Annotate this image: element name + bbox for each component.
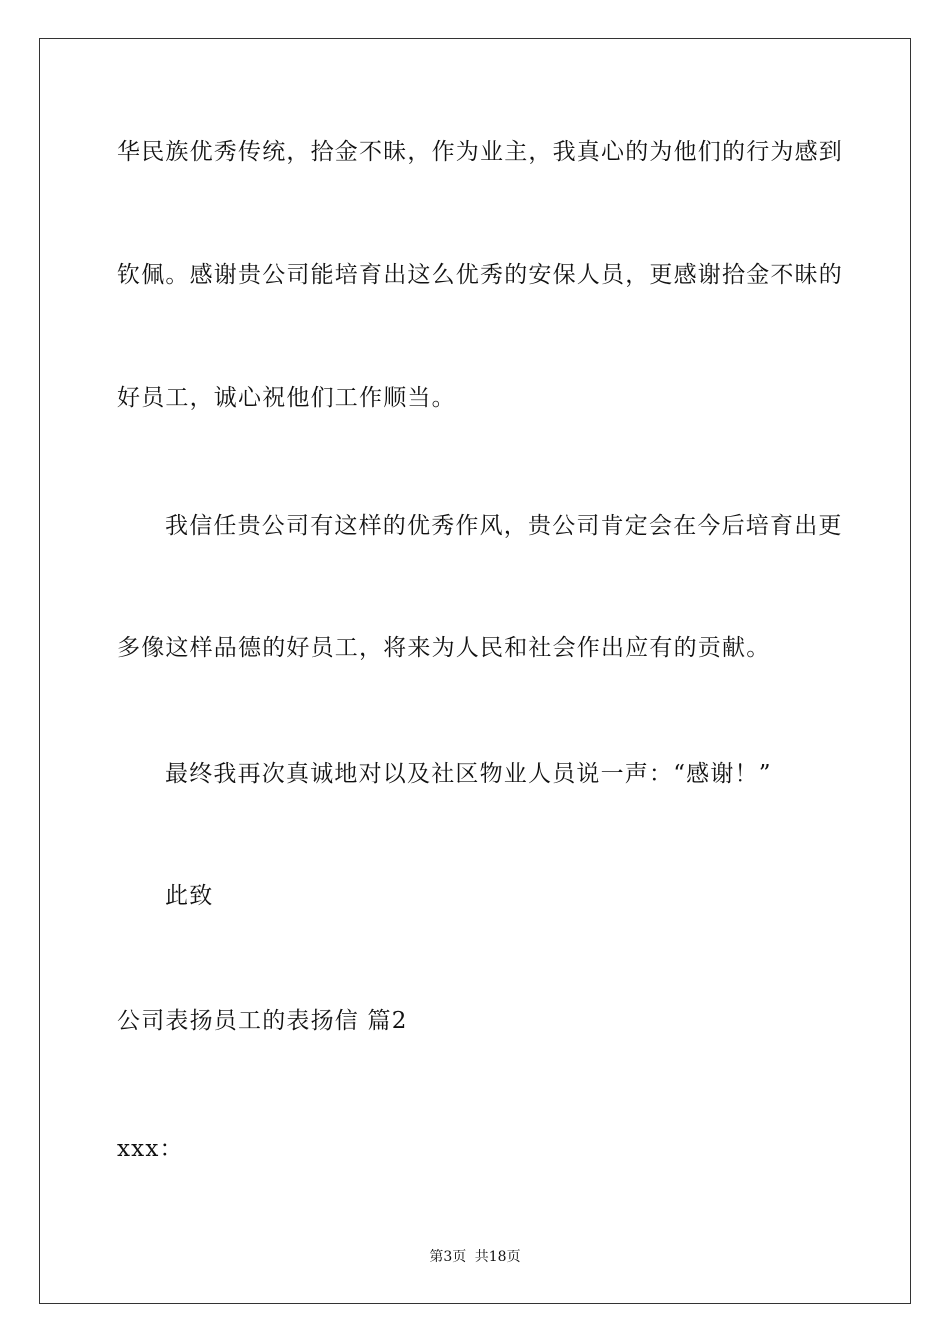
total-page-count: 共18页 — [474, 1249, 521, 1265]
section-heading: 公司表扬员工的表扬信 篇2 — [117, 1008, 408, 1034]
page-border — [39, 38, 911, 1304]
page-footer — [0, 1248, 950, 1266]
body-text-line: 华民族优秀传统，拾金不昧，作为业主，我真心的为他们的行为感到 — [117, 139, 843, 165]
recipient-line: xxx： — [117, 1136, 184, 1162]
paragraph-start: 我信任贵公司有这样的优秀作风，贵公司肯定会在今后培育出更 — [165, 513, 843, 539]
paragraph-start: 最终我再次真诚地对以及社区物业人员说一声：“感谢！” — [165, 761, 772, 787]
body-text-line: 钦佩。感谢贵公司能培育出这么优秀的安保人员，更感谢拾金不昧的 — [117, 262, 843, 288]
body-text-line: 多像这样品德的好员工，将来为人民和社会作出应有的贡献。 — [117, 635, 771, 661]
closing-salutation: 此致 — [165, 883, 214, 909]
body-text-line: 好员工，诚心祝他们工作顺当。 — [117, 385, 456, 411]
current-page-number: 第3页 — [429, 1249, 467, 1265]
